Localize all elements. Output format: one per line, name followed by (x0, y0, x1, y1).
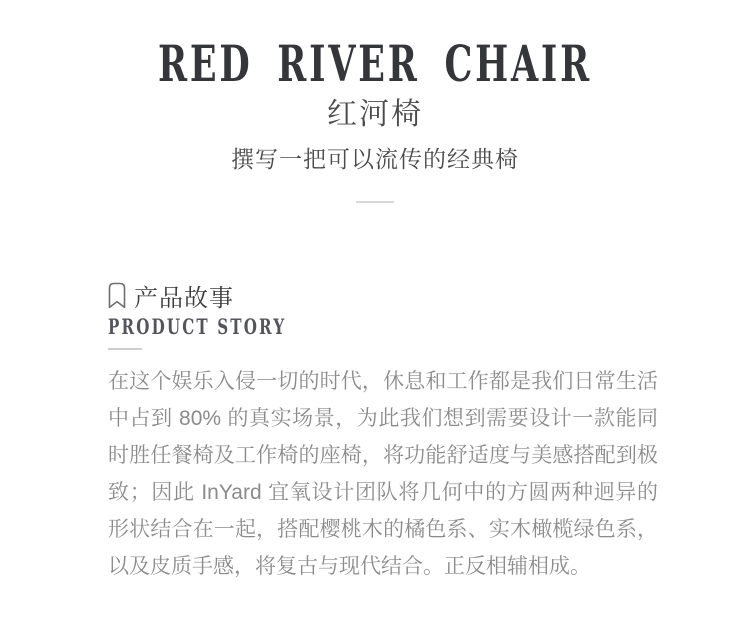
story-heading-en: PRODUCT STORY (108, 314, 287, 339)
product-hero (0, 36, 750, 203)
story-body-line: 以及皮质手感，将复古与现代结合。正反相辅相成。 (108, 555, 591, 578)
product-tagline: 撰写一把可以流传的经典椅 (231, 146, 519, 172)
story-heading-divider (108, 348, 142, 350)
bookmark-icon (108, 282, 126, 309)
story-body-line: 在这个娱乐入侵一切的时代，休息和工作都是我们日常生活 (108, 370, 658, 393)
story-body-line: 时胜任餐椅及工作椅的座椅，将功能舒适度与美感搭配到极 (108, 444, 658, 467)
story-body-line: 致；因此 InYard 宜氧设计团队将几何中的方圆两种迥异的 (108, 481, 658, 504)
story-heading-row (108, 281, 658, 312)
story-body-line: 形状结合在一起，搭配樱桃木的橘色系、实木橄榄绿色系， (108, 518, 658, 541)
product-story-section (0, 281, 658, 585)
story-heading-zh: 产品故事 (134, 284, 234, 312)
story-body-line: 中占到 80% 的真实场景，为此我们想到需要设计一款能同 (108, 407, 658, 430)
hero-divider (356, 201, 394, 203)
product-title-zh: 红河椅 (327, 98, 423, 131)
story-body (108, 363, 658, 585)
product-title-en: RED RIVER CHAIR (157, 34, 592, 93)
